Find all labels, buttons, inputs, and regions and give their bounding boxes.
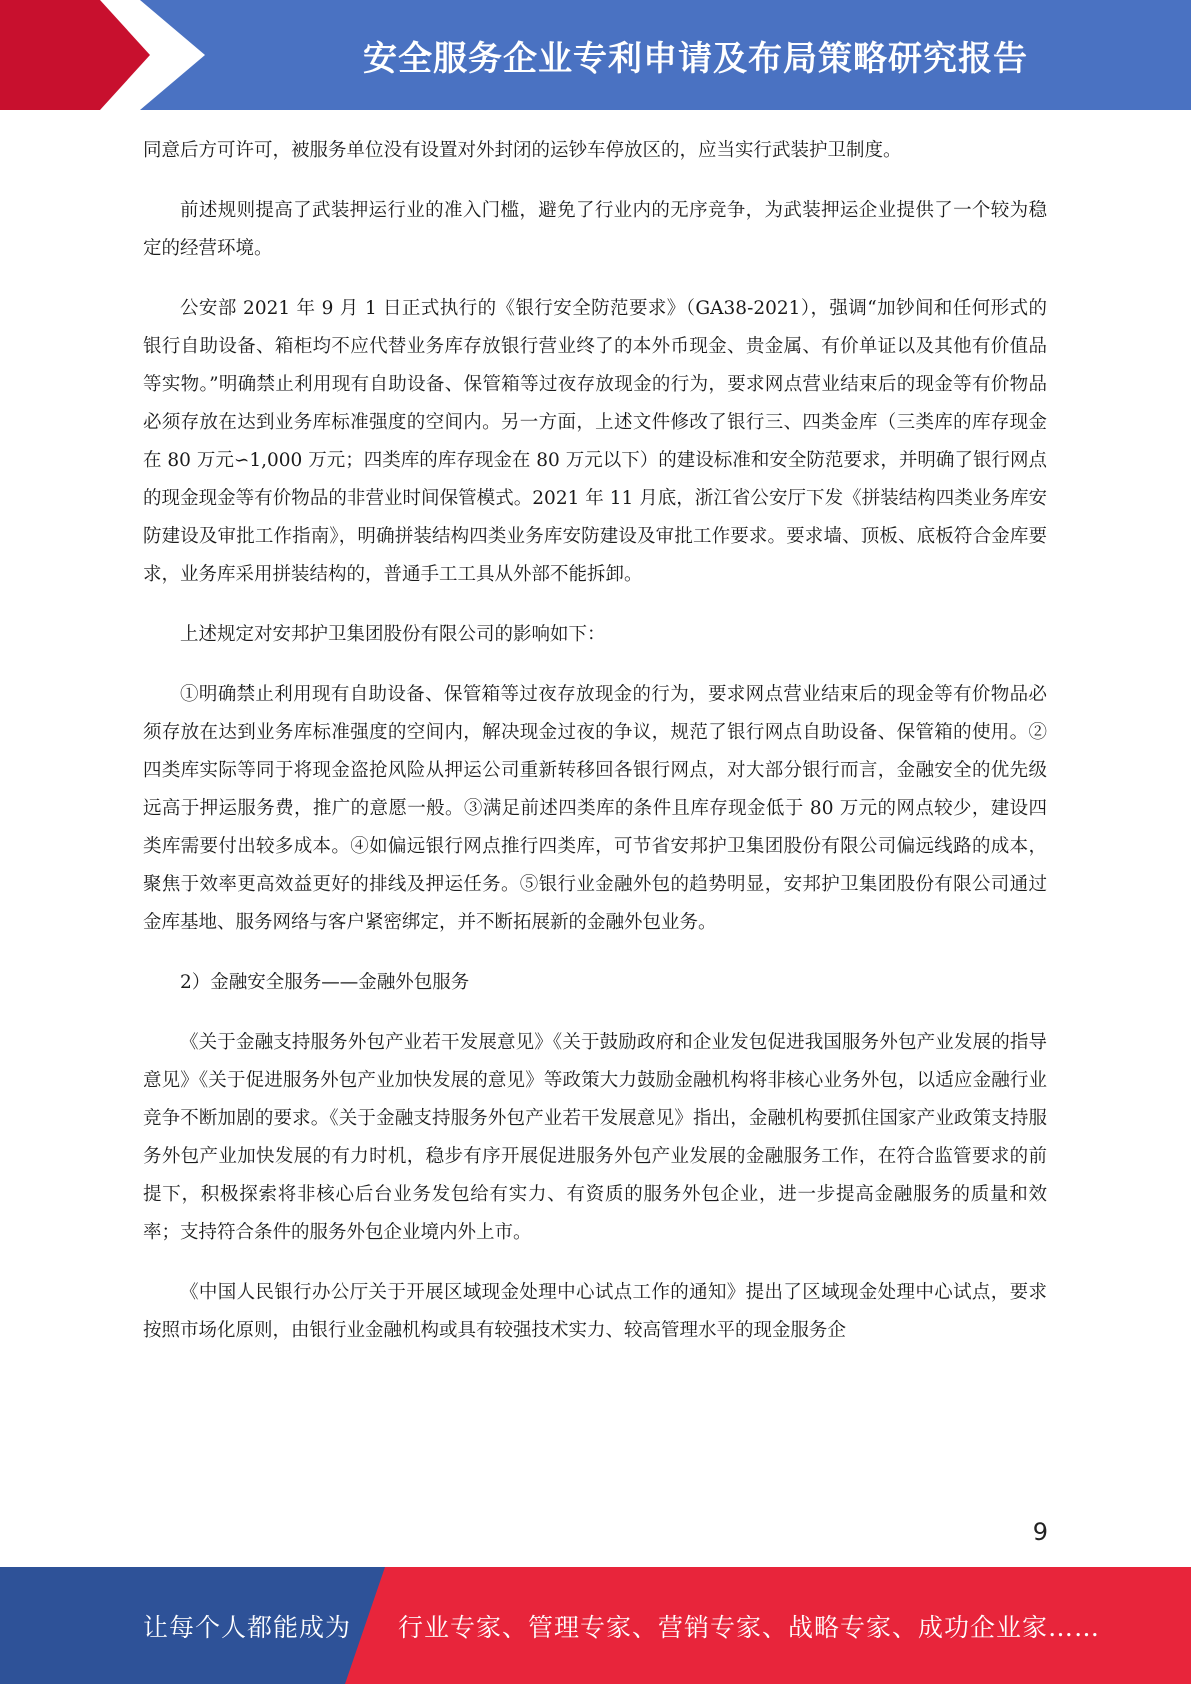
paragraph-1: 同意后方可许可，被服务单位没有设置对外封闭的运钞车停放区的，应当实行武装护卫制度。 <box>143 140 902 161</box>
section-heading: 2）金融安全服务——金融外包服务 <box>180 972 470 993</box>
footer-slogan-left: 让每个人都能成为 <box>143 1612 352 1642</box>
document-body <box>143 132 1047 1350</box>
report-title: 安全服务企业专利申请及布局策略研究报告 <box>363 38 1028 79</box>
paragraph-3: 公安部 2021 年 9 月 1 日正式执行的《银行安全防范要求》（GA38-2021），强调“加钞间和任何形式的银行自助设备、箱柜均不应代替业务库存放银行营业终了的本外币现金、贵金属、有价单证以及其他有价值品等实物。”明确禁止利用现有自助设备、保管箱等过夜存放现金的行为，要求网点营业结束后的现金等有价物品必须存放在达到业务库标准强度的空间内。另一方面，上述文件修改了银行三、四类金库（三类库的库存现金在 80 万元∽1,000 万元；四类库的库存现金在 80 万元以下）的建设标准和安全防范要求，并明确了银行网点的现金现金等有价物品的非营业时间保管模式。2021 年 11 月底，浙江省公安厅下发《拼装结构四类业务库安防建设及审批工作指南》，明确拼装结构四类业务库安防建设及审批工作要求。要求墙、顶板、底板符合金库要求，业务库采用拼装结构的，普通手工工具从外部不能拆卸。 <box>143 298 1047 585</box>
paragraph-7: 《中国人民银行办公厅关于开展区域现金处理中心试点工作的通知》提出了区域现金处理中心试点，要求按照市场化原则，由银行业金融机构或具有较强技术实力、较高管理水平的现金服务企 <box>143 1282 1047 1341</box>
paragraph-4: 上述规定对安邦护卫集团股份有限公司的影响如下： <box>180 624 606 645</box>
paragraph-6: 《关于金融支持服务外包产业若干发展意见》《关于鼓励政府和企业发包促进我国服务外包产业发展的指导意见》《关于促进服务外包产业加快发展的意见》等政策大力鼓励金融机构将非核心业务外包，以适应金融行业竞争不断加剧的要求。《关于金融支持服务外包产业若干发展意见》指出，金融机构要抓住国家产业政策支持服务外包产业加快发展的有力时机，稳步有序开展促进服务外包产业发展的金融服务工作，在符合监管要求的前提下，积极探索将非核心后台业务发包给有实力、有资质的服务外包企业，进一步提高金融服务的质量和效率；支持符合条件的服务外包企业境内外上市。 <box>143 1032 1047 1243</box>
page-header <box>0 0 1191 110</box>
footer-slogan-right: 行业专家、管理专家、营销专家、战略专家、成功企业家…… <box>398 1612 1101 1642</box>
page-footer <box>0 1567 1191 1684</box>
paragraph-2: 前述规则提高了武装押运行业的准入门槛，避免了行业内的无序竞争，为武装押运企业提供了一个较为稳定的经营环境。 <box>143 200 1047 259</box>
page-number: 9 <box>1032 1518 1048 1546</box>
paragraph-5: ①明确禁止利用现有自助设备、保管箱等过夜存放现金的行为，要求网点营业结束后的现金等有价物品必须存放在达到业务库标准强度的空间内，解决现金过夜的争议，规范了银行网点自助设备、保管箱的使用。②四类库实际等同于将现金盗抢风险从押运公司重新转移回各银行网点，对大部分银行而言，金融安全的优先级远高于押运服务费，推广的意愿一般。③满足前述四类库的条件且库存现金低于 80 万元的网点较少，建设四类库需要付出较多成本。④如偏远银行网点推行四类库，可节省安邦护卫集团股份有限公司偏远线路的成本，聚焦于效率更高效益更好的排线及押运任务。⑤银行业金融外包的趋势明显，安邦护卫集团股份有限公司通过金库基地、服务网络与客户紧密绑定，并不断拓展新的金融外包业务。 <box>143 684 1047 933</box>
